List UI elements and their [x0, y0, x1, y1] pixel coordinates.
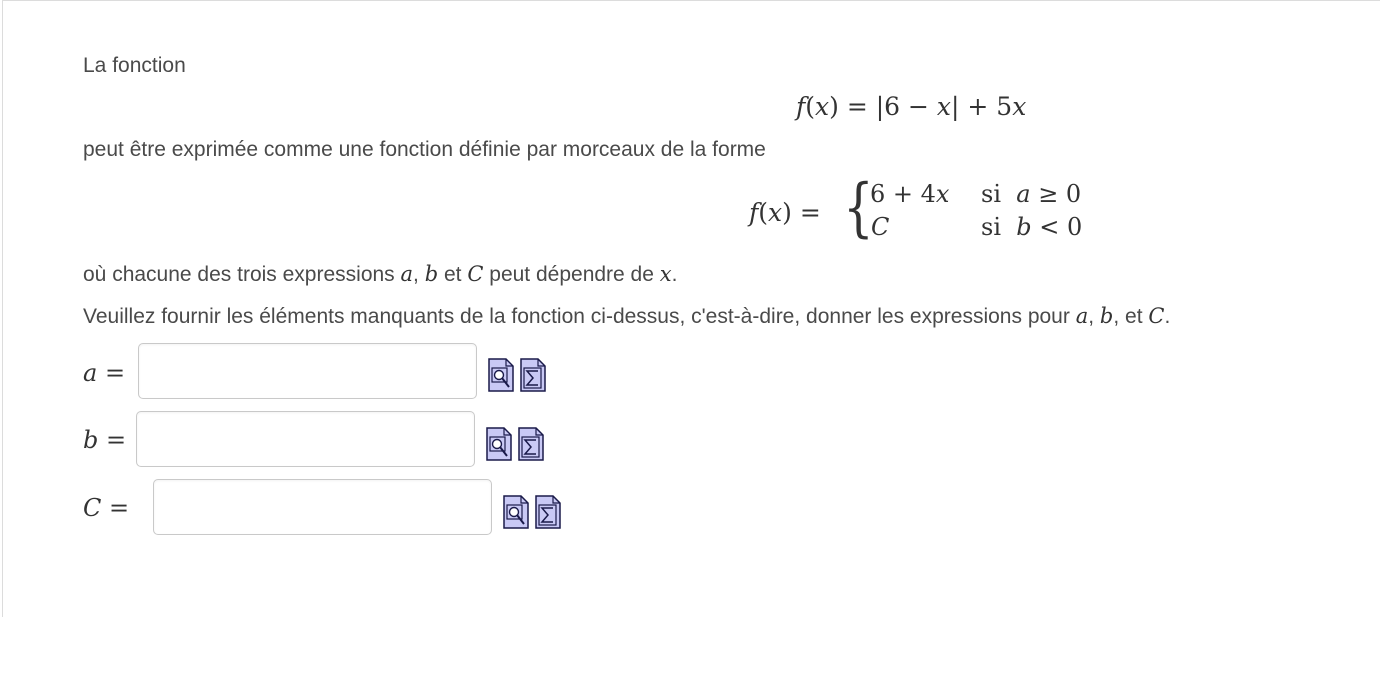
preview-magnifier-icon[interactable] — [486, 427, 512, 461]
sentence4-part1: Veuillez fournir les éléments manquants de la fonction ci-dessus, c'est-à-dire, donner les expressions pour — [83, 305, 1076, 328]
case2-condition: si b < 0 — [981, 213, 1083, 241]
answer-label-a: a = — [83, 359, 126, 387]
sentence4-comma1: , — [1088, 305, 1100, 328]
piecewise-brace: { — [843, 171, 874, 245]
sentence3-part2: peut dépendre de — [483, 263, 660, 286]
var-C: C — [467, 262, 484, 286]
var-a: a — [1075, 304, 1089, 328]
formula-absolute-value — [796, 92, 1026, 121]
case1-condition: si a ≥ 0 — [981, 180, 1082, 208]
formula-lhs: f(x) = — [796, 92, 868, 121]
var-b: b — [424, 262, 439, 286]
sentence4-end: . — [1164, 305, 1171, 328]
case1-expression: 6 + 4x — [870, 180, 950, 208]
sentence-piecewise-intro: peut être exprimée comme une fonction définie par morceaux de la forme — [83, 138, 766, 161]
var-x: x — [659, 262, 672, 286]
intro-text: La fonction — [83, 54, 186, 77]
formula-rhs: |6 − x| + 5x — [875, 92, 1027, 121]
sentence3-part1: où chacune des trois expressions — [83, 263, 401, 286]
answer-input-a[interactable] — [138, 343, 477, 399]
answer-label-b: b = — [83, 426, 127, 454]
sentence3-end: . — [671, 263, 678, 286]
answer-input-C[interactable] — [153, 479, 492, 535]
sigma-equation-editor-icon[interactable] — [518, 427, 544, 461]
sentence-instructions — [83, 303, 1170, 330]
var-a: a — [400, 262, 414, 286]
sentence-expressions — [83, 261, 677, 288]
piecewise-lhs: f(x) = — [749, 198, 821, 227]
sigma-equation-editor-icon[interactable] — [520, 358, 546, 392]
sentence3-comma: , — [413, 263, 425, 286]
preview-magnifier-icon[interactable] — [503, 495, 529, 529]
case2-expression: C — [871, 213, 890, 241]
sentence3-et: et — [438, 263, 468, 286]
answer-input-b[interactable] — [136, 411, 475, 467]
var-C: C — [1148, 304, 1165, 328]
sigma-equation-editor-icon[interactable] — [535, 495, 561, 529]
sentence4-comma2: , et — [1113, 305, 1149, 328]
var-b: b — [1099, 304, 1114, 328]
preview-magnifier-icon[interactable] — [488, 358, 514, 392]
answer-label-C: C = — [83, 494, 130, 522]
